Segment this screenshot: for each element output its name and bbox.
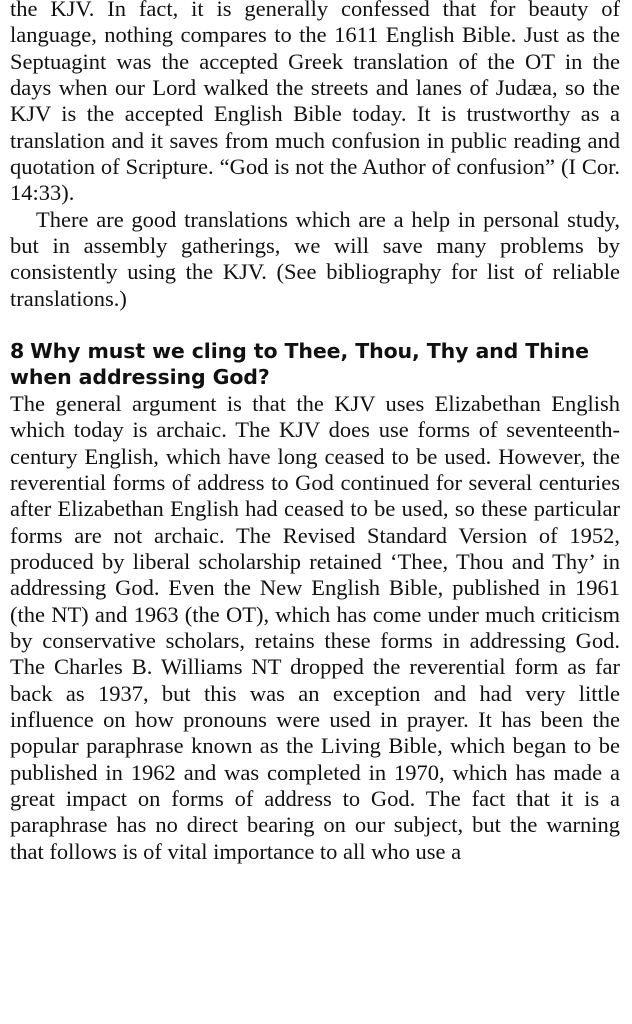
paragraph-good-translations: There are good translations which are a help in personal study, but in assembly gatherings, we will save many problems by consistently using the KJV. (See bibliography for list of reliable translations.) bbox=[10, 206, 620, 311]
answer-paragraph: The general argument is that the KJV uses Elizabethan English which today is archaic. The KJV does use forms of seventeenth-century English, which have long ceased to be used. However, the reverential forms of address to God continued for several centuries after Elizabethan English had ceased to be used, so these particular forms are not archaic. The Revised Standard Version of 1952, produced by liberal scholarship retained ‘Thee, Thou and Thy’ in addressing God. Even the New English Bible, published in 1961 (the NT) and 1963 (the OT), which has come under much criticism by conservative scholars, retains these forms in addressing God. The Charles B. Williams NT dropped the reverential form as far back as 1937, but this was an exception and had very little influence on how pronouns were used in prayer. It has been the popular paraphrase known as the Living Bible, which began to be published in 1962 and was completed in 1970, which has made a great impact on forms of address to God. The fact that it is a paraphrase has no direct bearing on our subject, but the warning that follows is of vital importance to all who use a bbox=[10, 390, 620, 864]
question-number: 8 bbox=[10, 339, 25, 364]
question-heading bbox=[10, 338, 620, 391]
paragraph-kjv-beauty: the KJV. In fact, it is generally confessed that for beauty of language, nothing compares to the 1611 English Bible. Just as the Septuagint was the accepted Greek translation of the OT in the days when our Lord walked the streets and lanes of Judæa, so the KJV is the accepted English Bible today. It is trustworthy as a translation and it saves from much confusion in public reading and quotation of Scripture. “God is not the Author of confusion” (I Cor. 14:33). bbox=[10, 0, 620, 206]
document-page bbox=[10, 0, 620, 865]
question-title: Why must we cling to Thee, Thou, Thy and Thine when addressing God? bbox=[10, 339, 589, 390]
